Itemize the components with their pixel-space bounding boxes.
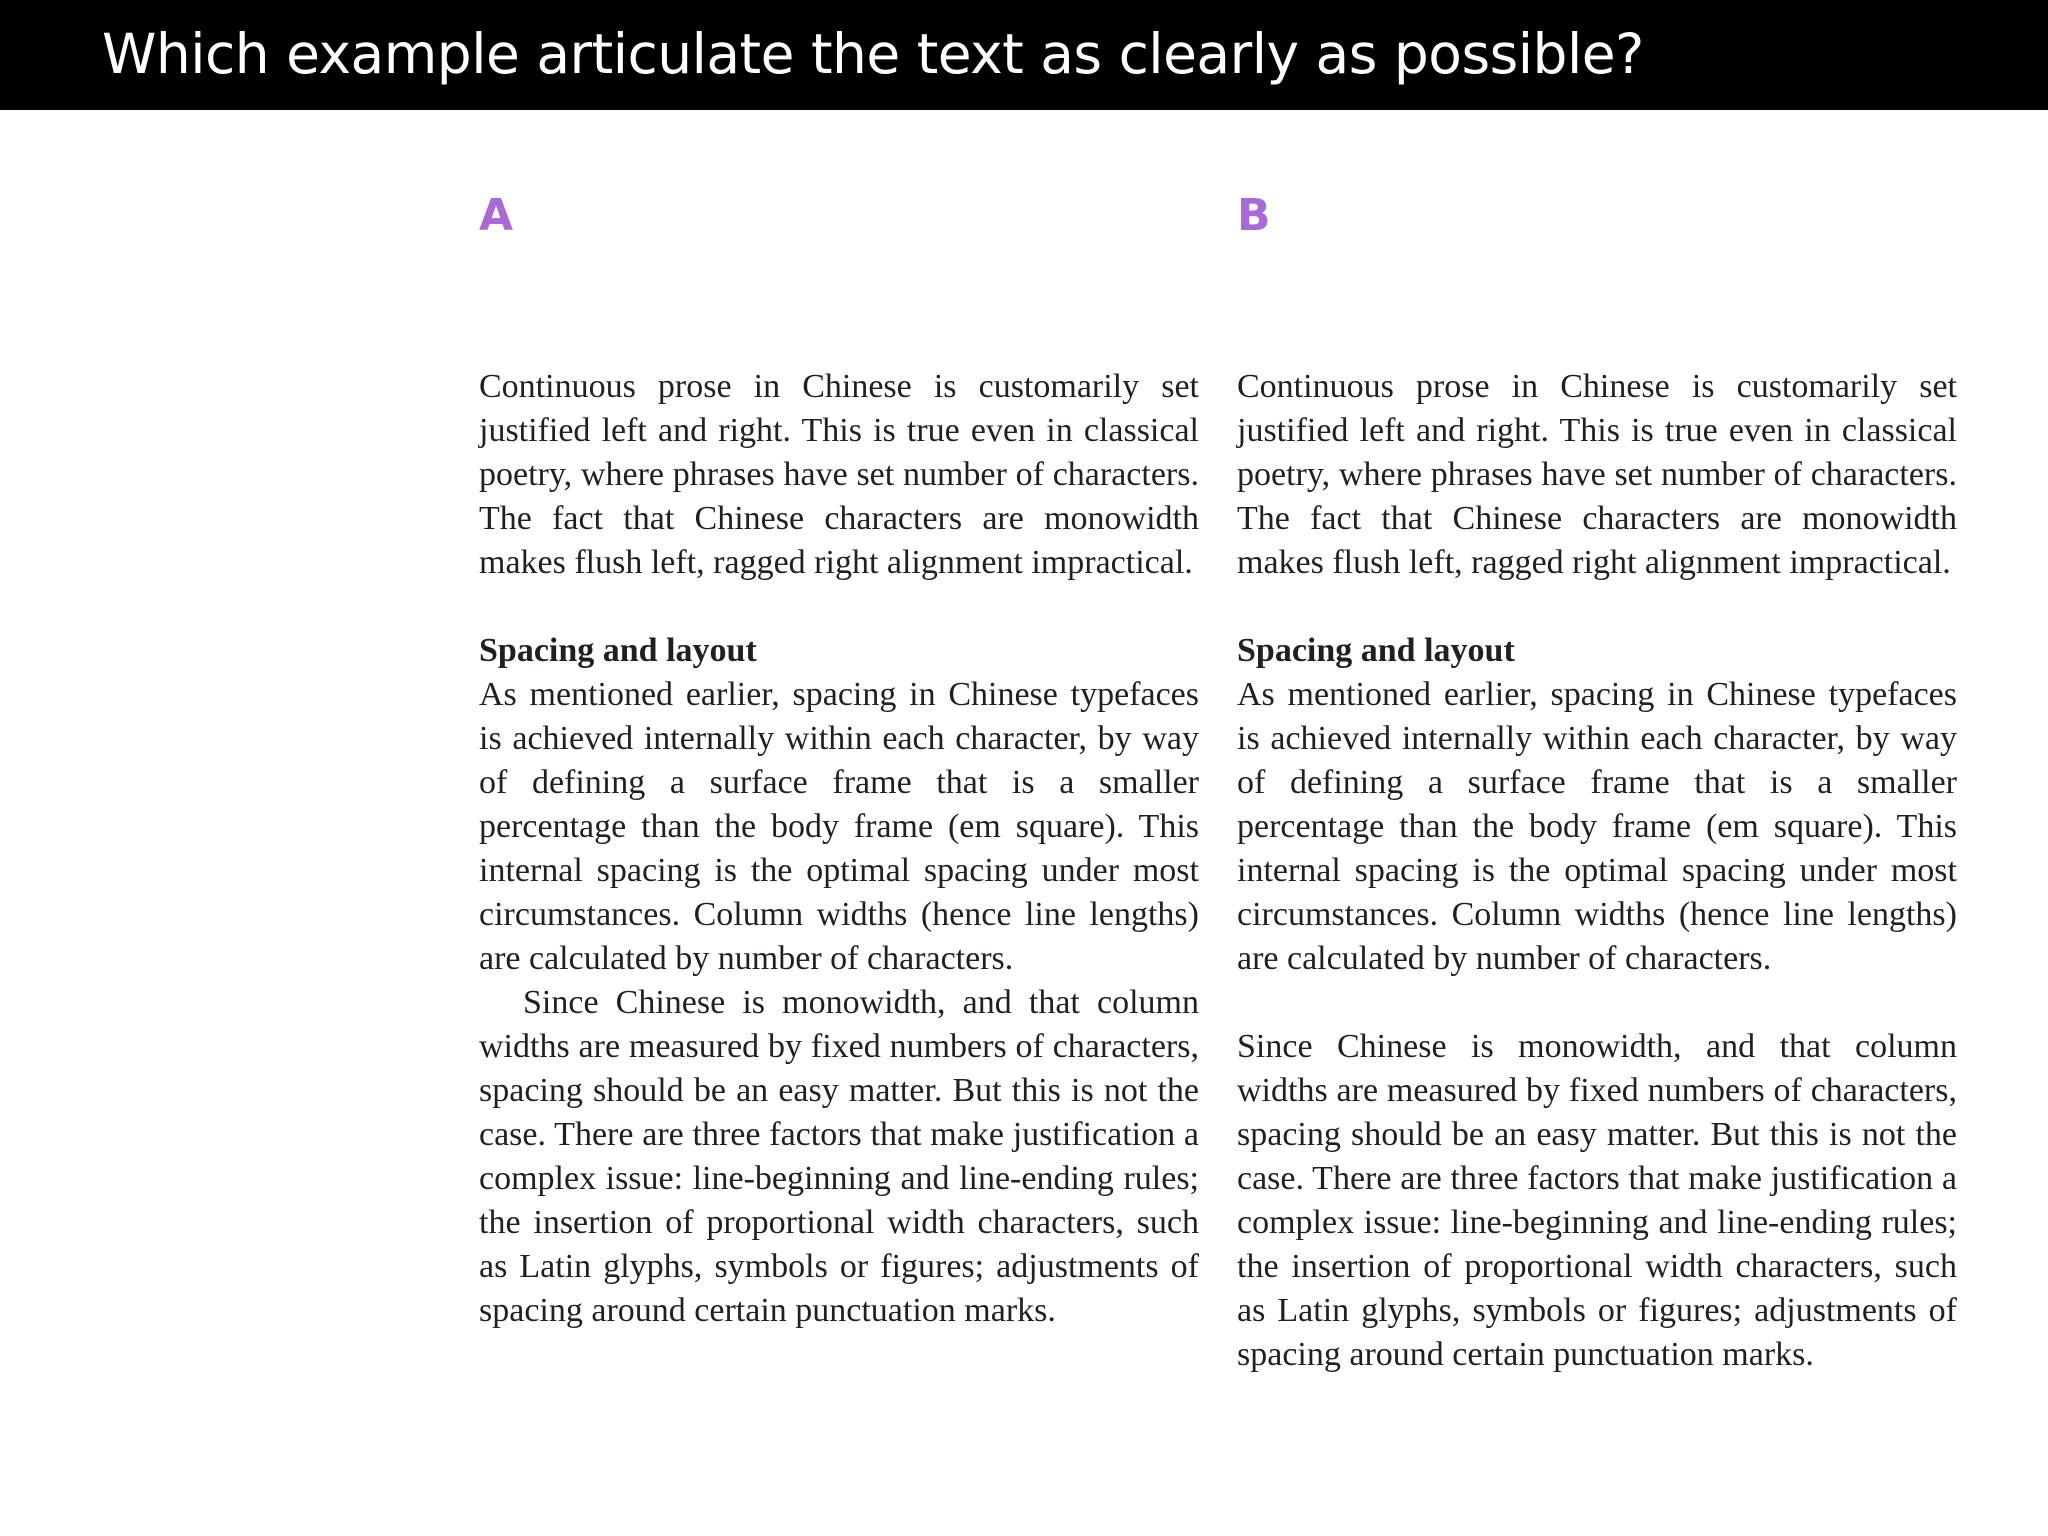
intro-paragraph: Continuous prose in Chinese is customarily set justified left and right. This is true even in classical poetry, where phrases have set number of characters. The fact that Chinese characters are monowidth makes flush left, ragged right alignment impractical.	[479, 368, 1199, 581]
body-paragraph-2: Since Chinese is monowidth, and that column widths are measured by fixed numbers of characters, spacing should be an easy matter. But this is not the case. There are three factors that make justification a complex issue: line-beginning and line-ending rules; the insertion of proportional width characters, such as Latin glyphs, symbols or figures; adjustments of spacing around certain punctuation marks.	[479, 984, 1199, 1329]
paragraph-gap	[479, 585, 1199, 629]
column-b	[1237, 186, 1957, 1377]
paragraph-gap	[1237, 981, 1957, 1025]
header-bar	[0, 0, 2048, 110]
paragraph-gap	[1237, 585, 1957, 629]
page-title: Which example articulate the text as clearly as possible?	[102, 22, 1644, 86]
intro-paragraph: Continuous prose in Chinese is customarily set justified left and right. This is true even in classical poetry, where phrases have set number of characters. The fact that Chinese characters are monowidth makes flush left, ragged right alignment impractical.	[1237, 368, 1957, 581]
column-a	[479, 186, 1199, 1333]
column-label-b: B	[1237, 190, 1271, 241]
column-label-a: A	[479, 190, 514, 241]
section-heading: Spacing and layout	[1237, 632, 1515, 669]
body-paragraph-1: As mentioned earlier, spacing in Chinese typefaces is achieved internally within each character, by way of defining a surface frame that is a smaller percentage than the body frame (em square). This internal spacing is the optimal spacing under most circumstances. Column widths (hence line lengths) are calculated by number of characters.	[1237, 676, 1957, 977]
section-heading: Spacing and layout	[479, 632, 757, 669]
text-sample-b	[1237, 365, 1957, 1377]
body-paragraph-1: As mentioned earlier, spacing in Chinese typefaces is achieved internally within each character, by way of defining a surface frame that is a smaller percentage than the body frame (em square). This internal spacing is the optimal spacing under most circumstances. Column widths (hence line lengths) are calculated by number of characters.	[479, 676, 1199, 977]
body-paragraph-2: Since Chinese is monowidth, and that column widths are measured by fixed numbers of characters, spacing should be an easy matter. But this is not the case. There are three factors that make justification a complex issue: line-beginning and line-ending rules; the insertion of proportional width characters, such as Latin glyphs, symbols or figures; adjustments of spacing around certain punctuation marks.	[1237, 1028, 1957, 1373]
text-sample-a	[479, 365, 1199, 1333]
